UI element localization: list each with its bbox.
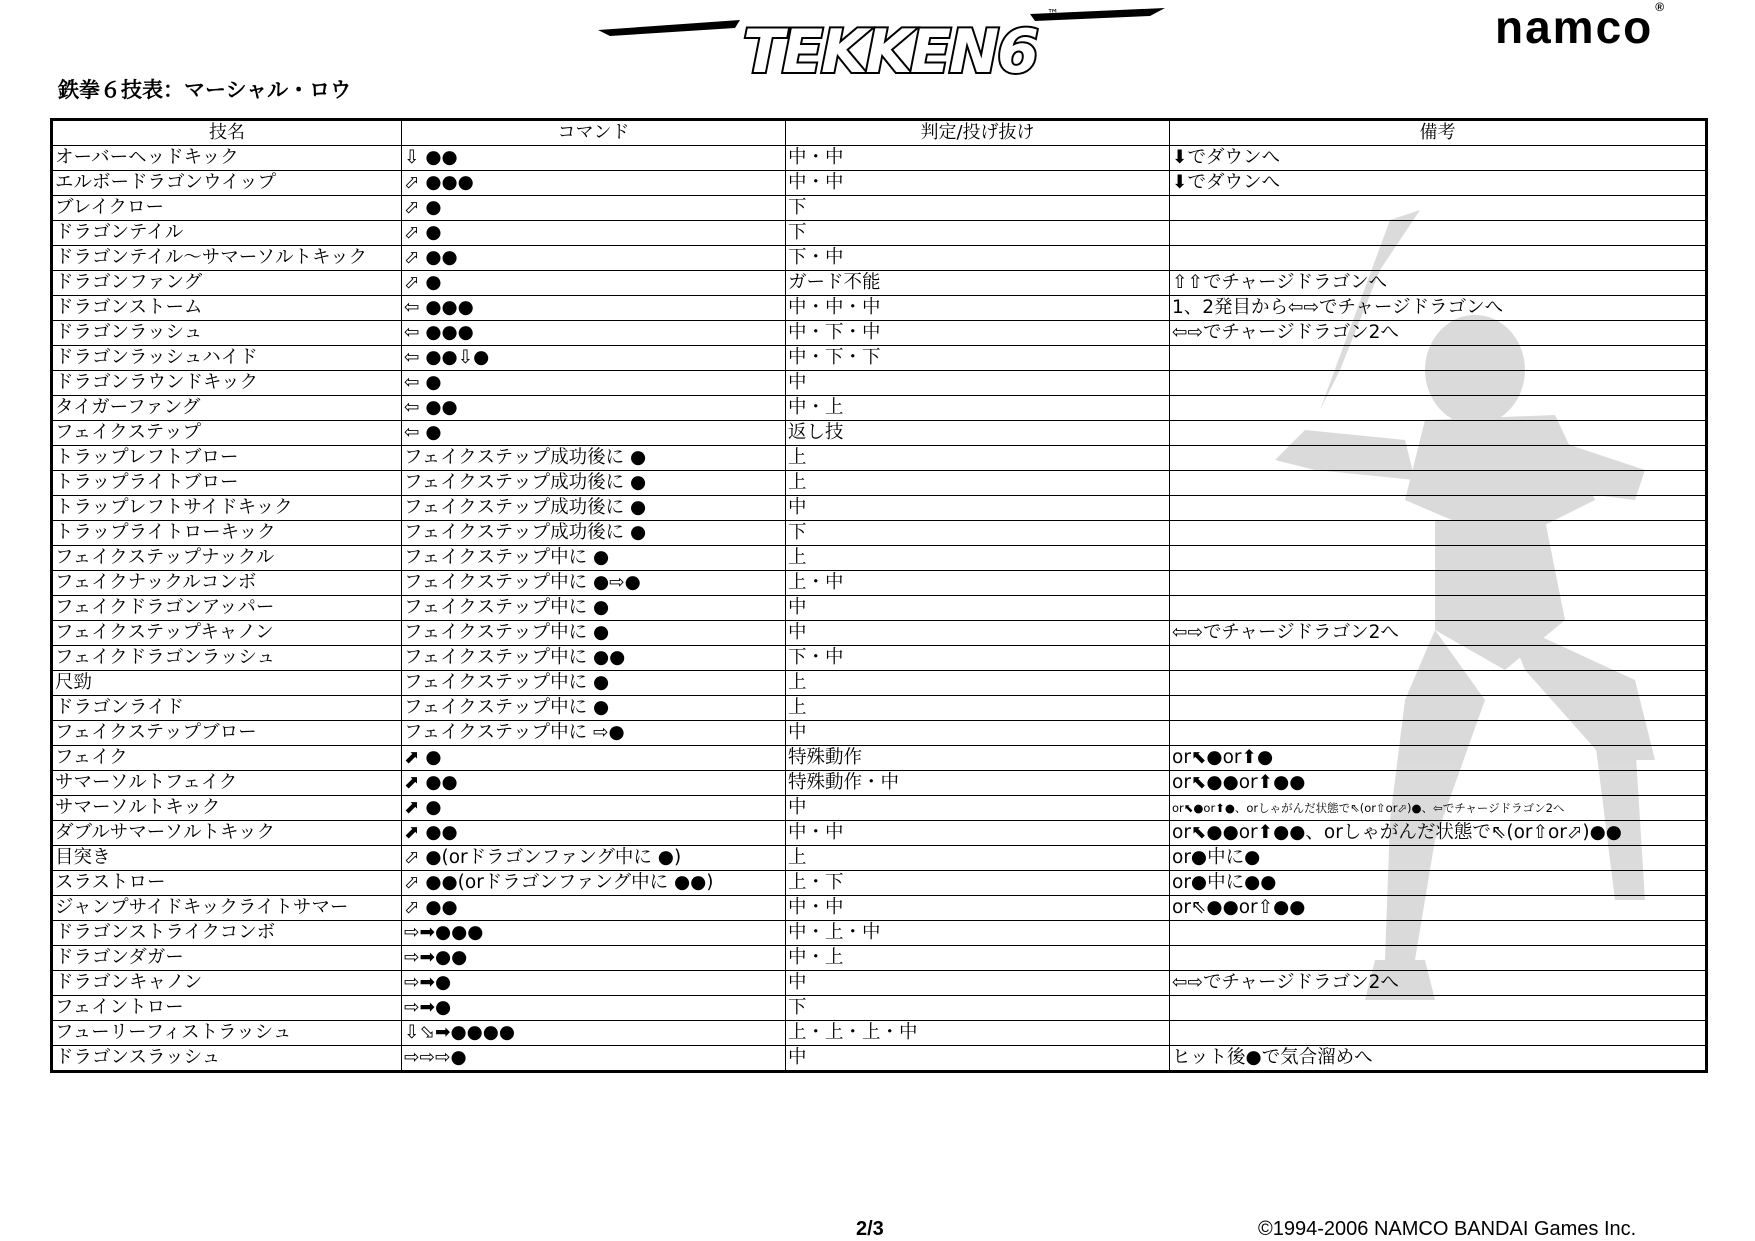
notes-cell: ⇧⇧でチャージドラゴンへ xyxy=(1170,271,1707,296)
command-cell: ⬀ ● xyxy=(402,271,786,296)
move-name-cell: トラップライトブロー xyxy=(52,471,402,496)
notes-cell: or⬉●or⬆●、orしゃがんだ状態で⇖(or⇧or⬀)●、⇦でチャージドラゴン2へ xyxy=(1170,796,1707,821)
move-name-cell: ブレイクロー xyxy=(52,196,402,221)
notes-cell: or⬉●●or⬆●●、orしゃがんだ状態で⇖(or⇧or⬀)●● xyxy=(1170,821,1707,846)
copyright: ©1994-2006 NAMCO BANDAI Games Inc. xyxy=(1258,1218,1637,1240)
table-row xyxy=(52,746,1707,771)
table-row xyxy=(52,696,1707,721)
move-name-cell: フェイク xyxy=(52,746,402,771)
table-row xyxy=(52,421,1707,446)
command-cell: ⇦ ●●● xyxy=(402,296,786,321)
notes-cell xyxy=(1170,696,1707,721)
table-row xyxy=(52,671,1707,696)
move-name-cell: ドラゴンストライクコンボ xyxy=(52,921,402,946)
table-row xyxy=(52,946,1707,971)
notes-cell xyxy=(1170,546,1707,571)
table-row xyxy=(52,921,1707,946)
table-row xyxy=(52,846,1707,871)
table-row xyxy=(52,521,1707,546)
command-cell: ⬈ ●● xyxy=(402,771,786,796)
command-cell: ⇨➡●●● xyxy=(402,921,786,946)
command-cell: フェイクステップ中に ⇨● xyxy=(402,721,786,746)
notes-cell: ⇦⇨でチャージドラゴン2へ xyxy=(1170,321,1707,346)
move-name-cell: サマーソルトキック xyxy=(52,796,402,821)
move-name-cell: ドラゴンキャノン xyxy=(52,971,402,996)
command-cell: ⬀ ● xyxy=(402,196,786,221)
move-name-cell: フェイクナックルコンボ xyxy=(52,571,402,596)
hit-level-cell: 上・中 xyxy=(786,571,1170,596)
move-rows xyxy=(52,146,1707,1072)
hit-level-cell: 中 xyxy=(786,971,1170,996)
notes-cell xyxy=(1170,1021,1707,1046)
notes-cell: or⬉●or⬆● xyxy=(1170,746,1707,771)
notes-cell: 1、2発目から⇦⇨でチャージドラゴンへ xyxy=(1170,296,1707,321)
notes-cell xyxy=(1170,996,1707,1021)
hit-level-cell: 下・中 xyxy=(786,246,1170,271)
column-header-notes: 備考 xyxy=(1170,120,1707,146)
hit-level-cell: 中 xyxy=(786,496,1170,521)
tekken6-logo xyxy=(590,6,1170,84)
command-cell: フェイクステップ成功後に ● xyxy=(402,521,786,546)
move-name-cell: エルボードラゴンウイップ xyxy=(52,171,402,196)
hit-level-cell: 中・上 xyxy=(786,396,1170,421)
hit-level-cell: 上・上・上・中 xyxy=(786,1021,1170,1046)
move-name-cell: フェイクドラゴンラッシュ xyxy=(52,646,402,671)
command-cell: ⇦ ●●⇩● xyxy=(402,346,786,371)
command-cell: ⬀ ● xyxy=(402,221,786,246)
hit-level-cell: 下 xyxy=(786,196,1170,221)
hit-level-cell: 下 xyxy=(786,521,1170,546)
table-row xyxy=(52,1021,1707,1046)
table-row xyxy=(52,471,1707,496)
notes-cell xyxy=(1170,521,1707,546)
move-name-cell: フェイクステップナックル xyxy=(52,546,402,571)
table-row xyxy=(52,271,1707,296)
command-cell: ⇨➡● xyxy=(402,996,786,1021)
command-cell: フェイクステップ成功後に ● xyxy=(402,496,786,521)
notes-cell: ⬇でダウンへ xyxy=(1170,171,1707,196)
notes-cell xyxy=(1170,246,1707,271)
page-title: 鉄拳６技表：マーシャル・ロウ xyxy=(58,78,352,102)
hit-level-cell: 中・上 xyxy=(786,946,1170,971)
move-name-cell: トラップライトローキック xyxy=(52,521,402,546)
command-cell: ⇩⬂➡●●●● xyxy=(402,1021,786,1046)
hit-level-cell: 特殊動作 xyxy=(786,746,1170,771)
command-cell: ⬀ ●●(orドラゴンファング中に ●●) xyxy=(402,871,786,896)
hit-level-cell: 中 xyxy=(786,1046,1170,1072)
command-cell: ⇨➡● xyxy=(402,971,786,996)
command-cell: ⇩ ●● xyxy=(402,146,786,171)
move-name-cell: ダブルサマーソルトキック xyxy=(52,821,402,846)
hit-level-cell: 上 xyxy=(786,471,1170,496)
move-name-cell: ドラゴンラッシュハイド xyxy=(52,346,402,371)
command-cell: ⬈ ● xyxy=(402,746,786,771)
brand-text: namco xyxy=(1495,1,1654,53)
move-name-cell: フェイントロー xyxy=(52,996,402,1021)
move-name-cell: ドラゴンテイル xyxy=(52,221,402,246)
move-name-cell: ドラゴンファング xyxy=(52,271,402,296)
registered-mark: ® xyxy=(1655,0,1667,14)
command-cell: フェイクステップ成功後に ● xyxy=(402,446,786,471)
notes-cell xyxy=(1170,671,1707,696)
column-header-command: コマンド xyxy=(402,120,786,146)
notes-cell xyxy=(1170,571,1707,596)
hit-level-cell: ガード不能 xyxy=(786,271,1170,296)
notes-cell: ⬇でダウンへ xyxy=(1170,146,1707,171)
notes-cell: or●中に●● xyxy=(1170,871,1707,896)
notes-cell xyxy=(1170,596,1707,621)
command-cell: ⬀ ●● xyxy=(402,246,786,271)
command-cell: ⇦ ●●● xyxy=(402,321,786,346)
command-cell: ⇨⇨⇨● xyxy=(402,1046,786,1072)
table-row xyxy=(52,296,1707,321)
notes-cell xyxy=(1170,221,1707,246)
command-cell: フェイクステップ成功後に ● xyxy=(402,471,786,496)
notes-cell xyxy=(1170,921,1707,946)
notes-cell xyxy=(1170,471,1707,496)
notes-cell xyxy=(1170,396,1707,421)
table-row xyxy=(52,646,1707,671)
hit-level-cell: 上 xyxy=(786,546,1170,571)
move-name-cell: ドラゴンテイル～サマーソルトキック xyxy=(52,246,402,271)
command-cell: フェイクステップ中に ● xyxy=(402,621,786,646)
page-number: 2/3 xyxy=(856,1218,884,1240)
hit-level-cell: 上・下 xyxy=(786,871,1170,896)
move-name-cell: トラップレフトブロー xyxy=(52,446,402,471)
hit-level-cell: 上 xyxy=(786,846,1170,871)
table-row xyxy=(52,146,1707,171)
hit-level-cell: 中 xyxy=(786,621,1170,646)
notes-cell xyxy=(1170,496,1707,521)
command-cell: フェイクステップ中に ● xyxy=(402,546,786,571)
table-row xyxy=(52,621,1707,646)
notes-cell xyxy=(1170,421,1707,446)
table-row xyxy=(52,571,1707,596)
hit-level-cell: 中 xyxy=(786,596,1170,621)
table-row xyxy=(52,171,1707,196)
table-row xyxy=(52,196,1707,221)
command-cell: ⬈ ● xyxy=(402,796,786,821)
move-name-cell: ジャンプサイドキックライトサマー xyxy=(52,896,402,921)
hit-level-cell: 中・中 xyxy=(786,896,1170,921)
notes-cell xyxy=(1170,946,1707,971)
command-cell: ⬀ ●(orドラゴンファング中に ●) xyxy=(402,846,786,871)
command-cell: フェイクステップ中に ● xyxy=(402,596,786,621)
table-row xyxy=(52,246,1707,271)
table-row xyxy=(52,1046,1707,1072)
command-cell: フェイクステップ中に ●⇨● xyxy=(402,571,786,596)
table-row xyxy=(52,821,1707,846)
command-cell: ⇦ ● xyxy=(402,421,786,446)
table-row xyxy=(52,996,1707,1021)
command-cell: フェイクステップ中に ●● xyxy=(402,646,786,671)
hit-level-cell: 中 xyxy=(786,721,1170,746)
move-name-cell: フェイクドラゴンアッパー xyxy=(52,596,402,621)
hit-level-cell: 中・下・中 xyxy=(786,321,1170,346)
table-row xyxy=(52,496,1707,521)
hit-level-cell: 下 xyxy=(786,996,1170,1021)
notes-cell xyxy=(1170,346,1707,371)
move-name-cell: フェイクステップブロー xyxy=(52,721,402,746)
hit-level-cell: 下・中 xyxy=(786,646,1170,671)
move-name-cell: 尺勁 xyxy=(52,671,402,696)
table-row xyxy=(52,396,1707,421)
hit-level-cell: 中・下・下 xyxy=(786,346,1170,371)
table-row xyxy=(52,971,1707,996)
move-name-cell: 目突き xyxy=(52,846,402,871)
notes-cell xyxy=(1170,446,1707,471)
move-name-cell: ドラゴンストーム xyxy=(52,296,402,321)
move-name-cell: ドラゴンダガー xyxy=(52,946,402,971)
move-name-cell: ドラゴンライド xyxy=(52,696,402,721)
move-name-cell: フェイクステップキャノン xyxy=(52,621,402,646)
hit-level-cell: 上 xyxy=(786,696,1170,721)
move-name-cell: ドラゴンスラッシュ xyxy=(52,1046,402,1072)
table-row xyxy=(52,871,1707,896)
hit-level-cell: 中・中 xyxy=(786,821,1170,846)
hit-level-cell: 中 xyxy=(786,796,1170,821)
table-row xyxy=(52,721,1707,746)
move-name-cell: スラストロー xyxy=(52,871,402,896)
move-name-cell: オーバーヘッドキック xyxy=(52,146,402,171)
hit-level-cell: 中・中 xyxy=(786,146,1170,171)
move-name-cell: フェイクステップ xyxy=(52,421,402,446)
move-name-cell: トラップレフトサイドキック xyxy=(52,496,402,521)
command-cell: ⬀ ●●● xyxy=(402,171,786,196)
hit-level-cell: 下 xyxy=(786,221,1170,246)
table-header-row xyxy=(52,120,1707,146)
column-header-move-name: 技名 xyxy=(52,120,402,146)
column-header-hit-level: 判定/投げ抜け xyxy=(786,120,1170,146)
move-name-cell: フューリーフィストラッシュ xyxy=(52,1021,402,1046)
table-row xyxy=(52,346,1707,371)
table-row xyxy=(52,771,1707,796)
table-row xyxy=(52,796,1707,821)
hit-level-cell: 中・中 xyxy=(786,171,1170,196)
table-row xyxy=(52,321,1707,346)
hit-level-cell: 中 xyxy=(786,371,1170,396)
notes-cell: ⇦⇨でチャージドラゴン2へ xyxy=(1170,971,1707,996)
table-row xyxy=(52,221,1707,246)
notes-cell: or⇖●●or⇧●● xyxy=(1170,896,1707,921)
notes-cell xyxy=(1170,196,1707,221)
notes-cell: or⬉●●or⬆●● xyxy=(1170,771,1707,796)
move-name-cell: サマーソルトフェイク xyxy=(52,771,402,796)
table-row xyxy=(52,371,1707,396)
namco-logo xyxy=(1495,0,1666,54)
notes-cell xyxy=(1170,646,1707,671)
hit-level-cell: 中・中・中 xyxy=(786,296,1170,321)
notes-cell: ヒット後●で気合溜めへ xyxy=(1170,1046,1707,1072)
table-row xyxy=(52,446,1707,471)
notes-cell: ⇦⇨でチャージドラゴン2へ xyxy=(1170,621,1707,646)
table-row xyxy=(52,546,1707,571)
notes-cell xyxy=(1170,371,1707,396)
table-row xyxy=(52,896,1707,921)
command-cell: フェイクステップ中に ● xyxy=(402,671,786,696)
command-cell: ⇦ ● xyxy=(402,371,786,396)
command-cell: フェイクステップ中に ● xyxy=(402,696,786,721)
hit-level-cell: 中・上・中 xyxy=(786,921,1170,946)
command-cell: ⬀ ●● xyxy=(402,896,786,921)
table-row xyxy=(52,596,1707,621)
command-cell: ⇦ ●● xyxy=(402,396,786,421)
notes-cell xyxy=(1170,721,1707,746)
command-cell: ⬈ ●● xyxy=(402,821,786,846)
trademark-symbol: ™ xyxy=(1047,7,1059,21)
hit-level-cell: 上 xyxy=(786,446,1170,471)
notes-cell: or●中に● xyxy=(1170,846,1707,871)
move-name-cell: ドラゴンラッシュ xyxy=(52,321,402,346)
move-name-cell: タイガーファング xyxy=(52,396,402,421)
logo-text: TEKKEN6 xyxy=(743,17,1037,84)
move-name-cell: ドラゴンラウンドキック xyxy=(52,371,402,396)
hit-level-cell: 返し技 xyxy=(786,421,1170,446)
hit-level-cell: 上 xyxy=(786,671,1170,696)
command-cell: ⇨➡●● xyxy=(402,946,786,971)
hit-level-cell: 特殊動作・中 xyxy=(786,771,1170,796)
move-list-table xyxy=(50,118,1708,1073)
